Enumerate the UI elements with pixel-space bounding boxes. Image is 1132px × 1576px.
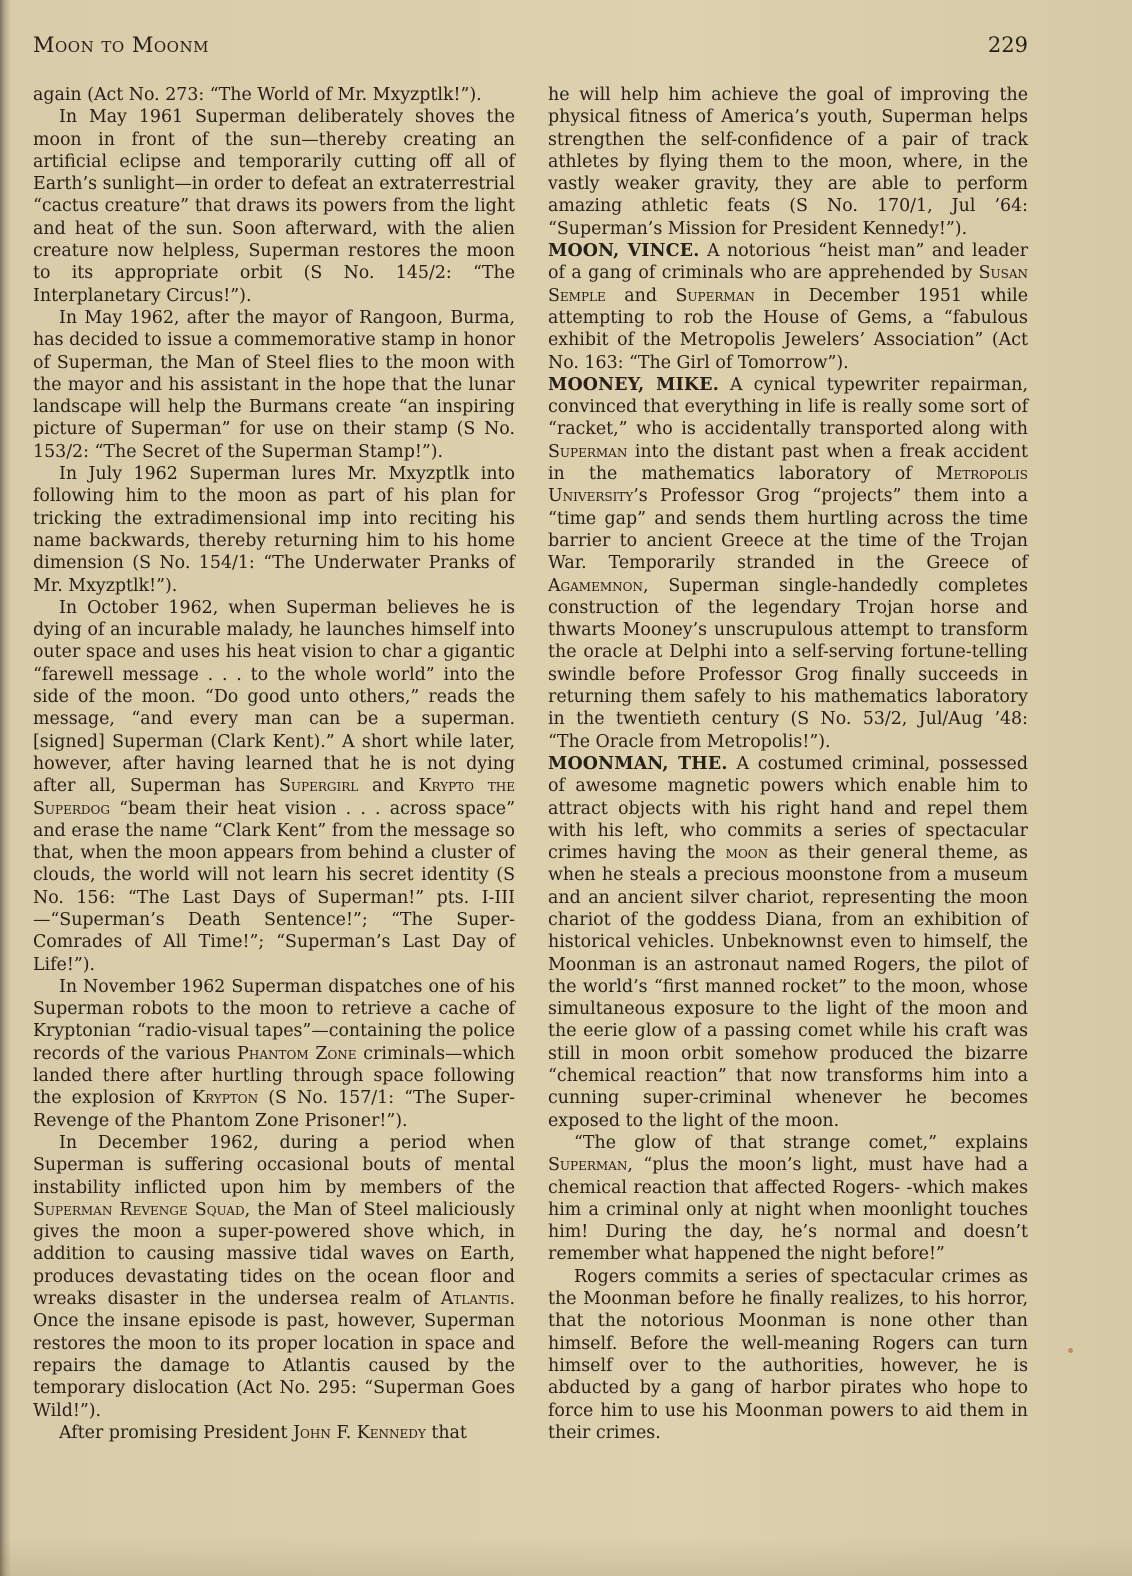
text-run: ’s Professor Grog “projects” them into a “time gap” and sends them hurtling across the time barrier to ancient Greece at the time of the Trojan War. Temporarily stranded in the Greece of (548, 486, 1028, 574)
entry-headword: MOONMAN, THE. (548, 753, 728, 774)
cross-reference: Superman Revenge Squad (33, 1199, 245, 1220)
cross-reference: Agamemnon (548, 575, 643, 596)
text-run: , Superman single-handedly completes construction of the legendary Trojan horse and thwarts Mooney’s unscrupulous attempt to transform the oracle at Delphi into a self-serving fortune-telling swindle before Professor Grog finally succeeds in returning them safely to his mathematics laboratory in the twentieth century (S No. 53/2, Jul/Aug ’48: “The Oracle from Metropolis!”). (548, 575, 1028, 752)
cross-reference: John F. Kennedy (293, 1422, 426, 1443)
entry-headword: MOON, VINCE. (548, 241, 700, 262)
ink-smudge (1068, 1348, 1073, 1353)
cross-reference: Superman (548, 1155, 628, 1176)
text-run: that (425, 1422, 467, 1443)
text-run: and (358, 776, 419, 797)
paragraph (33, 597, 515, 976)
paragraph: In May 1962, after the mayor of Rangoon, Burma, has decided to issue a commemorative stamp in honor of Superman, the Man of Steel flies to the moon with the mayor and his assistant in the hope that the lunar landscape will help the Burmans create “an inspiring picture of Superman” for use on their stamp (S No. 153/2: “The Secret of the Superman Stamp!”). (33, 307, 515, 462)
paragraph: again (Act No. 273: “The World of Mr. Mxyzptlk!”). (33, 85, 482, 105)
text-run: . Once the insane episode is past, however, Superman restores the moon to its proper location in space and repairs the damage to Atlantis caused by the temporary dislocation (Act No. 295: “Superman Goes Wild!”). (33, 1289, 515, 1421)
cross-reference: Supergirl (278, 776, 359, 797)
paragraph: Rogers commits a series of spectacular crimes as the Moonman before he finally realizes, to his horror, that the notorious Moonman is none other than himself. Before the well-meaning Rogers can turn himself over to the authorities, however, he is abducted by a gang of harbor pirates who hope to force him to use his Moonman powers to aid them in their crimes. (548, 1266, 1028, 1443)
entry-moon-vince (548, 240, 1028, 374)
text-run: “beam their heat vision . . . across space” and erase the name “Clark Kent” from the message so that, when the moon appears from behind a cluster of clouds, the world will not learn his secret identity (S No. 156: “The Last Days of Superman!” pts. I-III—“Superman’s Death Sentence!”; “The Super-Comrades of All Time!”; “Superman’s Last Day of Life!”). (33, 798, 515, 975)
text-run: In November 1962 Superman dispatches one of his Superman robots to the moon to retrieve a cache of Kryptonian “radio-visual tapes”—containing the police records of the various (33, 976, 515, 1064)
text-run: A notorious “heist man” and leader of a gang of criminals who are apprehended by (548, 241, 1029, 284)
cross-reference: Atlantis (440, 1289, 510, 1310)
text-run: “The glow of that strange comet,” explains (574, 1132, 1028, 1153)
paragraph: In May 1961 Superman deliberately shoves the moon in front of the sun—thereby creating an artificial eclipse and temporarily cutting off all of Earth’s sunlight—in order to defeat an extraterrestrial “cactus creature” that draws its powers from the light and heat of the sun. Soon afterward, with the alien creature now helpless, Superman restores the moon to its appropriate orbit (S No. 145/2: “The Interplanetary Circus!”). (33, 107, 515, 306)
page-number: 229 (987, 33, 1028, 57)
text-run: In October 1962, when Superman believes he is dying of an incurable malady, he launches himself into outer space and uses his heat vision to char a gigantic “farewell message . . . to the whole world” into the side of the moon. “Do good unto others,” reads the message, “and every man can be a superman. [signed] Superman (Clark Kent).” A short while later, however, after having learned that he is not dying after all, Superman has (33, 597, 515, 797)
paragraph (33, 1422, 515, 1444)
entry-mooney-mike (548, 374, 1028, 753)
cross-reference: Superman (675, 285, 755, 306)
cross-reference: Krypton (192, 1088, 259, 1109)
left-column (33, 84, 515, 1444)
paragraph: In July 1962 Superman lures Mr. Mxyzptlk into following him to the moon as part of his plan for tricking the extradimensional imp into reciting his name backwards, thereby returning him to his home dimension (S No. 154/1: “The Underwater Pranks of Mr. Mxyzptlk!”). (33, 464, 515, 596)
text-run: In December 1962, during a period when Superman is suffering occasional bouts of mental instability inflicted upon him by members of the (33, 1132, 515, 1198)
entry-moonman-the (548, 753, 1028, 1132)
cross-reference: Phantom Zone (237, 1043, 357, 1064)
text-run: criminals—which landed there after hurtling through space following the explosion of (33, 1043, 515, 1109)
paragraph (33, 976, 515, 1132)
cross-reference: moon (725, 843, 769, 864)
text-run: A costumed criminal, possessed of awesome magnetic powers which enable him to attract objects with his right hand and repel them with his left, who commits a series of spectacular crimes having the (548, 753, 1028, 864)
paragraph: he will help him achieve the goal of improving the physical fitness of America’s youth, Superman helps strengthen the self-confidence of a pair of track athletes by flying them to the moon, where, in the vastly weaker gravity, they are able to perform amazing athletic feats (S No. 170/1, Jul ’64: “Superman’s Mission for President Kennedy!”). (548, 85, 1028, 239)
page-header (33, 33, 1028, 61)
cross-reference: Superman (548, 441, 628, 462)
running-head: Moon to Moonm (33, 33, 209, 57)
text-run: , “plus the moon’s light, must have had a chemical reaction that affected Rogers- -which makes him a criminal only at night when moonlight touches him! During the day, he’s normal and doesn’t remember what happened the night before!” (548, 1155, 1028, 1265)
right-column (548, 84, 1028, 1444)
text-run: After promising President (59, 1422, 294, 1443)
text-run: in December 1951 while attempting to rob the House of Gems, a “fabulous exhibit of the Metropolis Jewelers’ Association” (Act No. 163: “The Girl of Tomorrow”). (548, 285, 1028, 373)
cross-reference: Susan Semple (548, 263, 1028, 306)
text-run: A cynical typewriter repairman, convinced that everything in life is really some sort of “racket,” who is accidentally transported along with (548, 374, 1029, 440)
page-edge-shadow (0, 1536, 1132, 1576)
entry-headword: MOONEY, MIKE. (548, 374, 719, 395)
paragraph (33, 1132, 515, 1422)
cross-reference: Krypto the Superdog (33, 776, 515, 819)
text-run: and (605, 285, 676, 306)
paragraph (548, 1132, 1028, 1266)
cross-reference: Metropolis University (548, 464, 1028, 507)
text-run: as their general theme, as when he steals a precious moonstone from a museum and an ancient silver chariot, representing the moon chariot of the goddess Diana, from an exhibition of historical vehicles. Unbeknownst even to himself, the Moonman is an astronaut named Rogers, the pilot of the world’s “first manned rocket” to the moon, whose simultaneous exposure to the light of the moon and the eerie glow of a passing comet while his craft was still in moon orbit somehow produced the bizarre “chemical reaction” that now transforms him into a cunning super-criminal whenever he becomes exposed to the light of the moon. (548, 843, 1028, 1131)
text-run: into the distant past when a freak accident in the mathematics laboratory of (548, 441, 1028, 485)
text-run: (S No. 157/1: “The Super-Revenge of the Phantom Zone Prisoner!”). (33, 1088, 515, 1131)
text-run: , the Man of Steel maliciously gives the moon a super-powered shove which, in addition to causing massive tidal waves on Earth, produces devastating tides on the ocean floor and wreaks disaster in the undersea realm of (33, 1199, 515, 1310)
